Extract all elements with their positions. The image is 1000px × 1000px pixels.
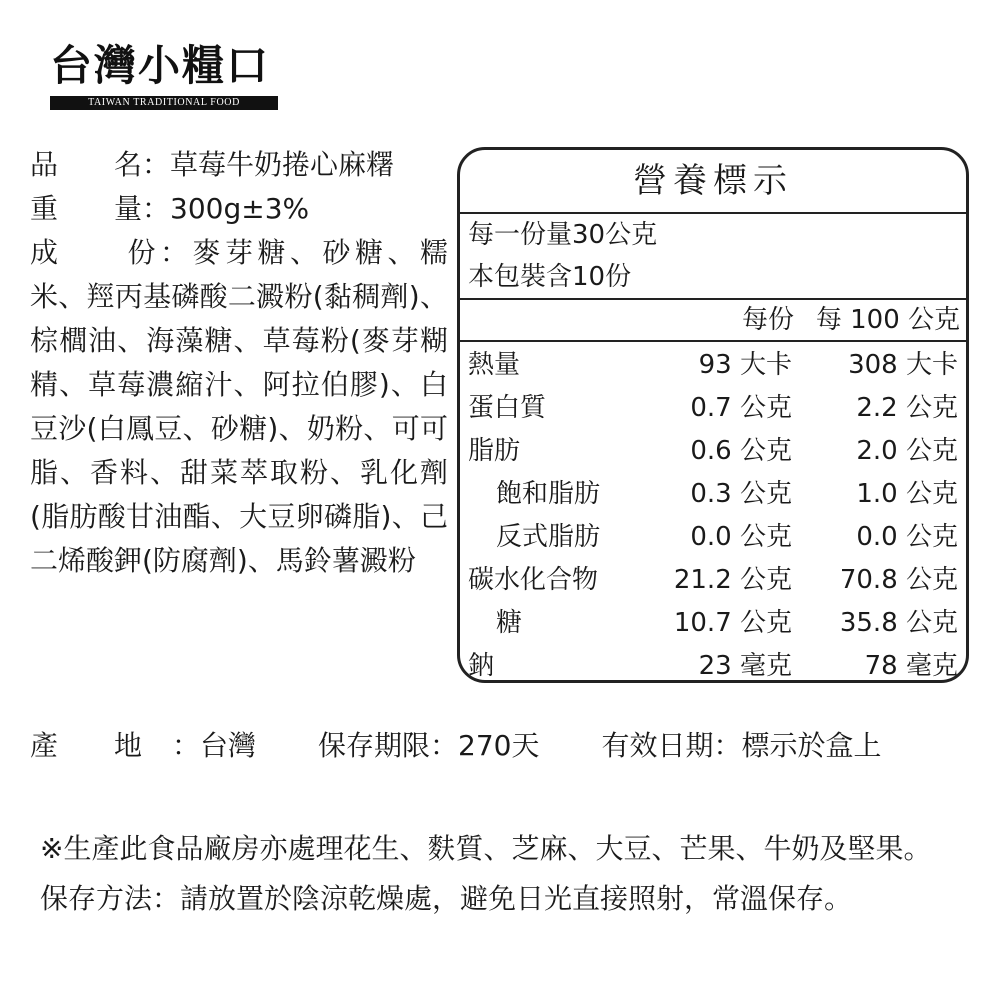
nutrient-name: 蛋白質 — [468, 393, 547, 423]
per-serving-value: 0.3 公克 — [690, 479, 792, 509]
ingredients-value: ：麥芽糖、砂糖、糯米、羥丙基磷酸二澱粉(黏稠劑)、棕櫚油、海藻糖、草莓粉(麥芽糊精、草莓濃縮汁、阿拉伯膠)、白豆沙(白鳳豆、砂糖)、奶粉、可可脂、香料、甜菜萃取粉、乳化劑(脂肪酸甘油酯、大豆卵磷脂)、己二烯酸鉀(防腐劑)、馬鈴薯澱粉 — [30, 236, 448, 577]
product-info — [30, 143, 448, 583]
nutrition-row — [460, 645, 966, 683]
product-weight-key: 重 量 — [30, 192, 143, 225]
shelf-life: 保存期限：270天 — [318, 729, 540, 762]
nutrition-row — [460, 602, 966, 645]
nutrition-table — [457, 147, 969, 683]
nutrition-header — [460, 300, 966, 342]
per-serving-value: 21.2 公克 — [673, 565, 792, 595]
per-serving-value: 0.0 公克 — [690, 522, 792, 552]
product-name-key: 品 名 — [30, 148, 143, 181]
nutrition-row — [460, 344, 966, 387]
nutrition-title: 營養標示 — [460, 150, 966, 214]
per-100g-value: 308 大卡 — [848, 350, 958, 380]
origin-value: ：台灣 — [172, 729, 257, 762]
ingredients-key: 成 份 — [30, 236, 160, 269]
serving-size: 每一份量30公克 — [468, 220, 658, 250]
per-100g-value: 70.8 公克 — [839, 565, 958, 595]
product-name-value: ：草莓牛奶捲心麻糬 — [142, 148, 395, 181]
nutrient-name: 脂肪 — [468, 436, 521, 466]
nutrition-row — [460, 516, 966, 559]
nutrient-name: 熱量 — [468, 350, 521, 380]
per-100g-value: 35.8 公克 — [839, 608, 958, 638]
brand-logo — [50, 40, 278, 110]
logo-subtitle: TAIWAN TRADITIONAL FOOD — [50, 96, 278, 110]
expiry-date: 有效日期：標示於盒上 — [601, 729, 882, 762]
per-100g-value: 2.0 公克 — [856, 436, 958, 466]
nutrition-row — [460, 559, 966, 602]
per-100g-value: 0.0 公克 — [856, 522, 958, 552]
logo-title: 台灣小糧口 — [50, 41, 271, 90]
nutrient-name: 飽和脂肪 — [496, 479, 601, 509]
servings-per-package: 本包裝含10份 — [460, 256, 966, 300]
ingredients-block — [30, 231, 448, 583]
nutrition-rows — [460, 342, 966, 683]
nutrition-row — [460, 430, 966, 473]
per-100g-value: 1.0 公克 — [856, 479, 958, 509]
col-per-100g: 每 100 公克 — [815, 305, 960, 335]
product-name-row — [30, 143, 448, 187]
per-100g-value: 2.2 公克 — [856, 393, 958, 423]
notes — [40, 826, 965, 922]
per-serving-value: 10.7 公克 — [673, 608, 792, 638]
nutrient-name: 鈉 — [468, 651, 495, 681]
nutrient-name: 反式脂肪 — [496, 522, 601, 552]
per-serving-value: 0.6 公克 — [690, 436, 792, 466]
per-100g-value: 78 毫克 — [864, 651, 958, 681]
nutrition-row — [460, 473, 966, 516]
col-per-serving: 每份 — [741, 305, 794, 335]
product-weight-value: ：300g±3% — [142, 192, 310, 225]
nutrition-row — [460, 387, 966, 430]
origin-row — [30, 724, 970, 768]
per-serving-value: 0.7 公克 — [690, 393, 792, 423]
allergen-note: ※生產此食品廠房亦處理花生、麩質、芝麻、大豆、芒果、牛奶及堅果。 — [40, 832, 932, 865]
per-serving-value: 93 大卡 — [698, 350, 792, 380]
nutrient-name: 碳水化合物 — [468, 565, 599, 595]
storage-method: 保存方法：請放置於陰涼乾燥處，避免日光直接照射，常溫保存。 — [40, 882, 853, 915]
nutrient-name: 糖 — [496, 608, 523, 638]
product-weight-row — [30, 187, 448, 231]
origin-key: 產 地 — [30, 729, 143, 762]
per-serving-value: 23 毫克 — [698, 651, 792, 681]
